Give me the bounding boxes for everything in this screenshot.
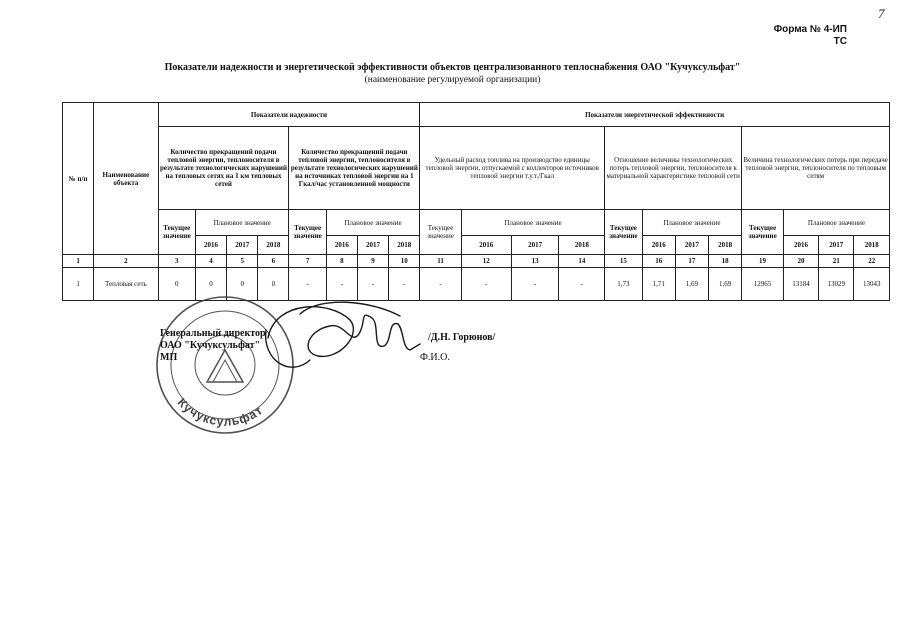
row-value: 0: [258, 268, 289, 301]
svg-text:Кучуксульфат: [175, 395, 266, 428]
year-header: 2016: [461, 236, 511, 255]
row-value: 0: [227, 268, 258, 301]
column-number: 5: [227, 255, 258, 268]
plan-value-header: Плановое значение: [783, 210, 889, 236]
year-header: 2017: [357, 236, 388, 255]
year-header: 2018: [854, 236, 890, 255]
form-code-line1: Форма № 4-ИП: [773, 24, 847, 35]
plan-value-header: Плановое значение: [326, 210, 419, 236]
column-number: 4: [195, 255, 226, 268]
row-value: -: [357, 268, 388, 301]
row-value: -: [420, 268, 462, 301]
current-value-header: Текущее значение: [420, 210, 462, 255]
document-subtitle: (наименование регулируемой организации): [364, 75, 541, 85]
current-value-header: Текущее значение: [742, 210, 784, 255]
row-value: -: [511, 268, 559, 301]
page-number: 7: [878, 6, 885, 21]
column-number: 21: [819, 255, 854, 268]
col-name-header: Наименование объекта: [94, 103, 158, 255]
year-header: 2017: [819, 236, 854, 255]
year-header: 2018: [709, 236, 742, 255]
column-number: 19: [742, 255, 784, 268]
column-number: 3: [158, 255, 195, 268]
signatory-block: [160, 328, 266, 364]
group-reliability-header: Показатели надежности: [158, 103, 420, 127]
subheader-technological-losses: Величина технологических потерь при передаче тепловой энергии, теплоносителя по тепловым сетям: [742, 127, 890, 210]
row-value: 12965: [742, 268, 784, 301]
stamp-mark: МП: [160, 352, 178, 363]
current-value-header: Текущее значение: [158, 210, 195, 255]
row-value: 13029: [819, 268, 854, 301]
column-number: 11: [420, 255, 462, 268]
plan-value-header: Плановое значение: [461, 210, 604, 236]
row-value: 13043: [854, 268, 890, 301]
subheader-loss-ratio: Отношение величины технологических потерь тепловой энергии, теплоносителя к материальной характеристике тепловой сети: [605, 127, 742, 210]
column-number: 1: [63, 255, 94, 268]
row-value: 1,69: [709, 268, 742, 301]
current-value-header: Текущее значение: [605, 210, 642, 255]
row-value: 1,71: [642, 268, 675, 301]
signer-name: /Д.Н. Горюнов/: [428, 332, 496, 343]
row-value: 0: [158, 268, 195, 301]
subheader-source-interruptions: Количество прекращений подачи тепловой энергии, теплоносителя в результате технологических нарушений на источниках тепловой энергии на 1 Гкал/час установленной мощности: [289, 127, 420, 210]
row-value: -: [559, 268, 605, 301]
row-object-name: Тепловая сеть: [94, 268, 158, 301]
col-num-header: № п/п: [63, 103, 94, 255]
column-number: 6: [258, 255, 289, 268]
year-header: 2017: [675, 236, 708, 255]
year-header: 2017: [511, 236, 559, 255]
column-number: 12: [461, 255, 511, 268]
plan-value-header: Плановое значение: [195, 210, 288, 236]
column-number: 22: [854, 255, 890, 268]
column-number: 8: [326, 255, 357, 268]
fio-label: Ф.И.О.: [420, 352, 450, 363]
row-value: 0: [195, 268, 226, 301]
year-header: 2017: [227, 236, 258, 255]
plan-value-header: Плановое значение: [642, 210, 742, 236]
column-number: 9: [357, 255, 388, 268]
row-value: 1,69: [675, 268, 708, 301]
year-header: 2016: [642, 236, 675, 255]
year-header: 2016: [195, 236, 226, 255]
subheader-fuel-consumption: Удельный расход топлива на производство единицы тепловой энергии, отпускаемой с коллекторов источников тепловой энергии т.у.т./Гкал: [420, 127, 605, 210]
column-number: 10: [389, 255, 420, 268]
column-number: 16: [642, 255, 675, 268]
year-header: 2016: [783, 236, 818, 255]
subheader-network-interruptions: Количество прекращений подачи тепловой энергии, теплоносителя в результате технологических нарушений на тепловых сетях на 1 км тепловых сетей: [158, 127, 289, 210]
signatory-position-line1: Генеральный директор: [160, 328, 266, 339]
group-energy-header: Показатели энергетической эффективности: [420, 103, 890, 127]
seal-text: Кучуксульфат: [174, 395, 266, 429]
signatory-position-line2: ОАО "Кучуксульфат": [160, 340, 261, 351]
handwritten-signature: [266, 302, 420, 367]
column-number: 2: [94, 255, 158, 268]
current-value-header: Текущее значение: [289, 210, 326, 255]
company-seal: [157, 297, 293, 433]
year-header: 2016: [326, 236, 357, 255]
row-value: -: [326, 268, 357, 301]
column-number: 18: [709, 255, 742, 268]
column-number: 13: [511, 255, 559, 268]
document-title: Показатели надежности и энергетической эффективности объектов централизованного теплоснабжения ОАО "Кучуксульфат": [164, 62, 741, 73]
year-header: 2018: [389, 236, 420, 255]
row-num: 1: [63, 268, 94, 301]
year-header: 2018: [559, 236, 605, 255]
column-number: 20: [783, 255, 818, 268]
year-header: 2018: [258, 236, 289, 255]
column-number: 14: [559, 255, 605, 268]
row-value: -: [389, 268, 420, 301]
column-number: 17: [675, 255, 708, 268]
row-value: -: [289, 268, 326, 301]
form-code-line2: ТС: [833, 36, 847, 47]
row-value: 1,73: [605, 268, 642, 301]
column-number: 7: [289, 255, 326, 268]
row-value: -: [461, 268, 511, 301]
column-number: 15: [605, 255, 642, 268]
row-value: 13184: [783, 268, 818, 301]
